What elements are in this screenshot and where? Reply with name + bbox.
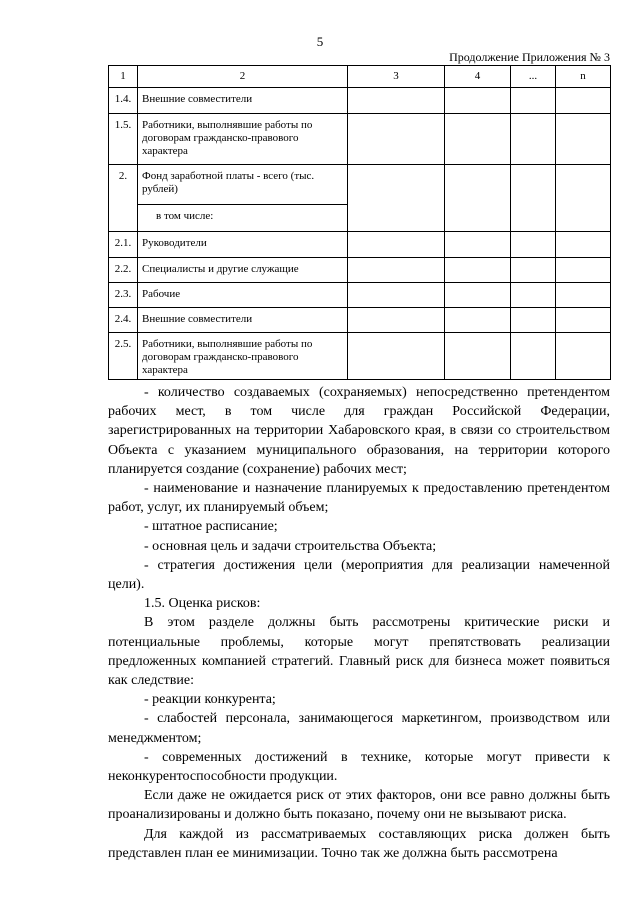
table-cell	[511, 333, 556, 380]
table-row	[109, 333, 611, 380]
row-number: 2.1.	[109, 232, 138, 258]
appendix-table	[108, 65, 611, 380]
table-cell	[511, 308, 556, 333]
row-label: Руководители	[138, 232, 348, 258]
table-cell	[556, 283, 611, 308]
table-cell	[348, 258, 445, 283]
column-header: 2	[138, 66, 348, 88]
table-cell	[445, 88, 511, 114]
row-label: в том числе:	[138, 205, 348, 232]
table-cell	[511, 258, 556, 283]
column-header: 1	[109, 66, 138, 88]
table-cell	[556, 258, 611, 283]
table-cell	[556, 308, 611, 333]
row-number: 2.5.	[109, 333, 138, 380]
row-label: Специалисты и другие служащие	[138, 258, 348, 283]
paragraph: - количество создаваемых (сохраняемых) непосредственно претендентом рабочих мест, в том числе для граждан Российской Федерации, зарегистрированных на территории Хабаровского края, в связи со строительством Объекта с указанием муниципального образования, на территории которого планируется создание (сохранение) рабочих мест;	[108, 385, 610, 477]
row-label: Фонд заработной платы - всего (тыс. рублей)	[138, 165, 348, 205]
appendix-note: Продолжение Приложения № 3	[449, 50, 610, 64]
table-cell	[511, 114, 556, 165]
table-row	[109, 114, 611, 165]
row-label: Рабочие	[138, 283, 348, 308]
table-cell	[511, 232, 556, 258]
row-number: 2.4.	[109, 308, 138, 333]
table-cell	[556, 88, 611, 114]
paragraph: - реакции конкурента;	[144, 692, 276, 708]
table-cell	[556, 114, 611, 165]
paragraph: Для каждой из рассматриваемых составляющих риска должен быть представлен план ее минимизации. Точно так же должна быть рассмотрена	[108, 826, 610, 861]
body-text	[108, 383, 610, 863]
paragraph: В этом разделе должны быть рассмотрены критические риски и потенциальные проблемы, которые могут препятствовать реализации предложенных компанией стратегий. Главный риск для бизнеса может появиться как следствие:	[108, 615, 610, 689]
table-cell	[445, 232, 511, 258]
paragraph: - слабостей персонала, занимающегося маркетингом, производством или менеджментом;	[108, 711, 610, 746]
page-number: 5	[316, 34, 324, 49]
table-cell	[445, 283, 511, 308]
paragraph: - стратегия достижения цели (мероприятия для реализации намеченной цели).	[108, 557, 610, 593]
paragraph: - наименование и назначение планируемых к предоставлению претендентом работ, услуг, их планируемый объем;	[108, 481, 610, 516]
table-cell	[556, 165, 611, 232]
table-header-row	[109, 66, 611, 88]
table-cell	[348, 88, 445, 114]
row-number: 2.2.	[109, 258, 138, 283]
table-cell	[445, 165, 511, 232]
row-number: 2.	[109, 165, 138, 232]
table-cell	[556, 333, 611, 380]
row-number: 1.4.	[109, 88, 138, 114]
table-cell	[445, 308, 511, 333]
table-row	[109, 232, 611, 258]
section-heading: 1.5. Оценка рисков:	[144, 596, 261, 612]
table-cell	[445, 258, 511, 283]
table-cell	[348, 165, 445, 232]
column-header: 3	[348, 66, 445, 88]
table-cell	[348, 308, 445, 333]
table-cell	[445, 333, 511, 380]
row-number: 2.3.	[109, 283, 138, 308]
row-label: Работники, выполнявшие работы по договорам гражданско-правового характера	[138, 114, 348, 165]
column-header: 4	[445, 66, 511, 88]
column-header: n	[556, 66, 611, 88]
table-cell	[511, 88, 556, 114]
paragraph: - основная цель и задачи строительства Объекта;	[144, 538, 437, 554]
table-cell	[348, 283, 445, 308]
table-row	[109, 165, 611, 205]
column-header: ...	[511, 66, 556, 88]
table-cell	[511, 165, 556, 232]
table-cell	[445, 114, 511, 165]
row-label: Внешние совместители	[138, 88, 348, 114]
table-cell	[556, 232, 611, 258]
table-row	[109, 258, 611, 283]
row-number: 1.5.	[109, 114, 138, 165]
table-row	[109, 308, 611, 333]
table-cell	[348, 114, 445, 165]
table-cell	[511, 283, 556, 308]
table-row	[109, 283, 611, 308]
paragraph: - штатное расписание;	[144, 519, 278, 535]
table-row	[109, 88, 611, 114]
row-label: Работники, выполнявшие работы по договорам гражданско-правового характера	[138, 333, 348, 380]
table-cell	[348, 333, 445, 380]
table-cell	[348, 232, 445, 258]
paragraph: - современных достижений в технике, которые могут привести к неконкурентоспособности продукции.	[108, 749, 610, 785]
paragraph: Если даже не ожидается риск от этих факторов, они все равно должны быть проанализированы и должно быть показано, почему они не вызывают риска.	[108, 788, 610, 823]
row-label: Внешние совместители	[138, 308, 348, 333]
